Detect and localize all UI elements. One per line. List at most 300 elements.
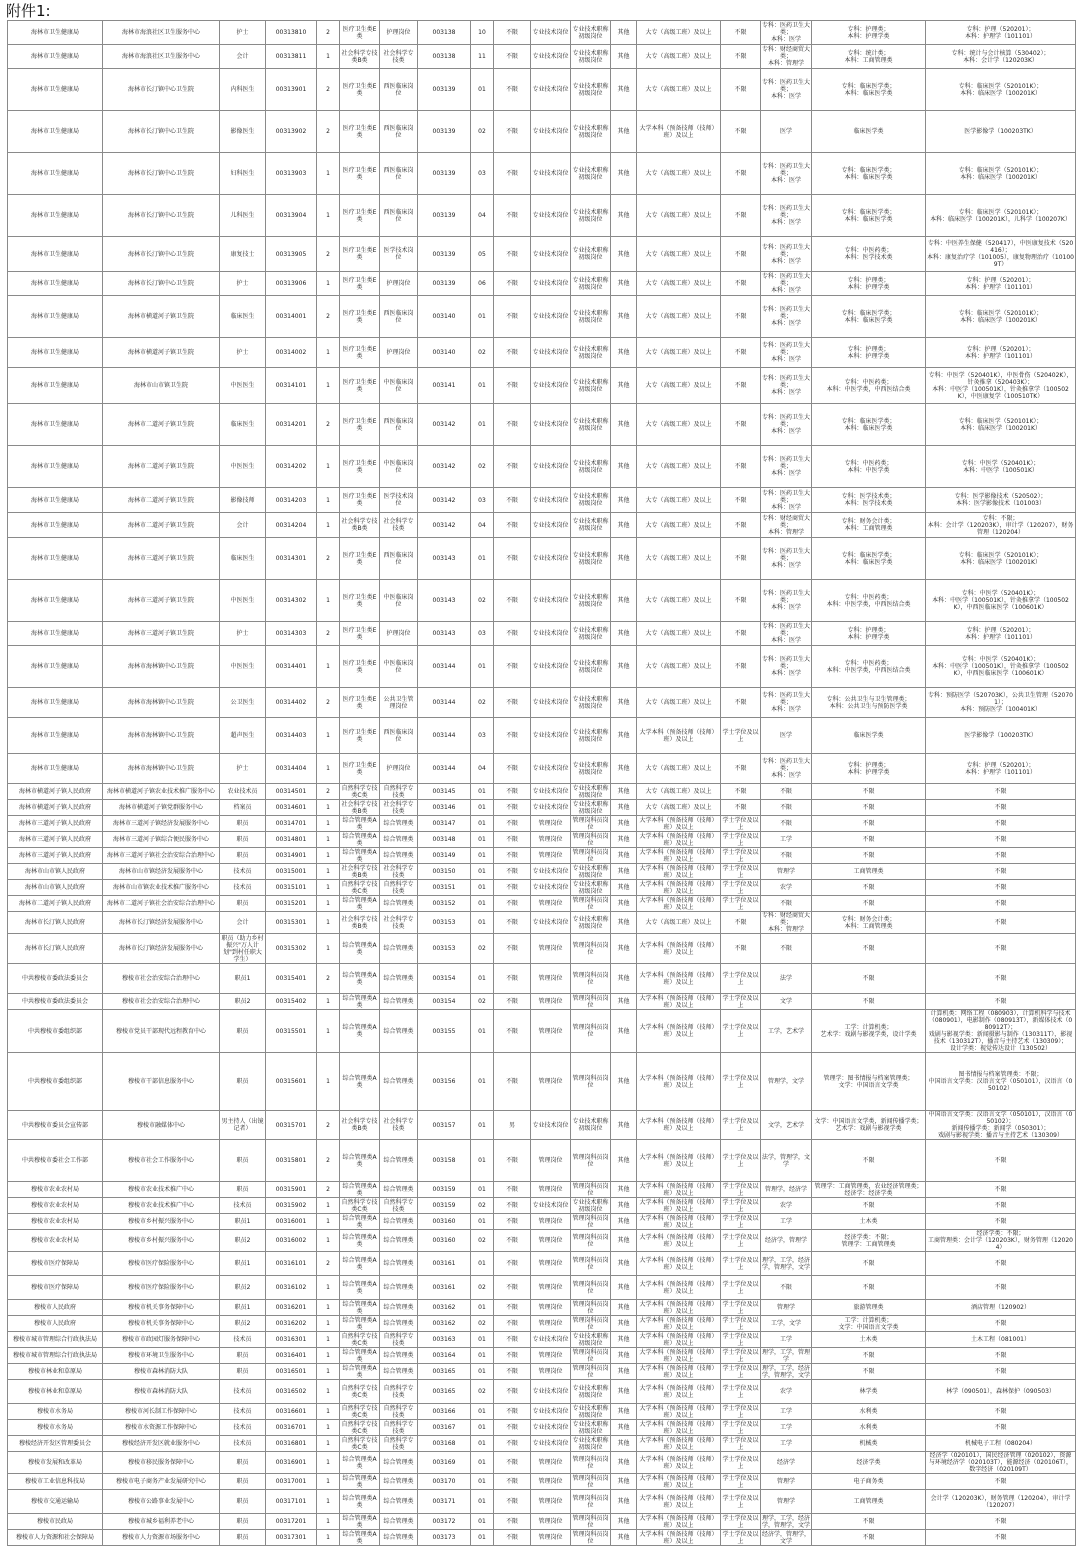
cell-degree: 不限: [721, 580, 761, 622]
cell-major-subcategory: 专科：临床医学类； 本科：临床医学类: [812, 538, 926, 580]
cell-post-class: 其他: [611, 1140, 637, 1182]
cell-position: 护士: [220, 338, 266, 368]
cell-major: 不限: [926, 994, 1076, 1010]
cell-exam-type: 综合管理类A类: [340, 1230, 380, 1252]
cell-major: 不限: [926, 912, 1076, 934]
cell-position-code: 00315701: [266, 1111, 317, 1140]
cell-gender: 不限: [494, 1490, 531, 1514]
cell-degree: 学士学位及以上: [722, 864, 759, 879]
cell-position: 职员: [220, 1364, 266, 1380]
cell-department: 中共穆棱市委政法委员会: [8, 994, 103, 1010]
cell-post-level: 专业技术职称初级岗位: [572, 784, 609, 799]
cell-headcount: 1: [317, 1348, 340, 1364]
cell-employer: 穆棱市市政园灯服务保障中心: [103, 1332, 220, 1348]
cell-major-subcategory: 专科：财务会计类； 本科：工商管理类: [812, 912, 926, 934]
cell-exam-type: 综合管理类A类: [340, 832, 380, 848]
cell-sub-code: 01: [471, 912, 494, 934]
cell-education: 大专（高级工班）及以上: [637, 195, 721, 237]
table-row: [8, 1452, 1076, 1474]
cell-major: 中国语言文学类：汉语言文学（050101），汉语言（050102）； 新闻传播学类：新闻学（050301）； 戏剧与影视学类：播音与主持艺术（130309）: [926, 1111, 1076, 1140]
cell-gender: 不限: [494, 1380, 531, 1404]
cell-post-level: 管理岗科员岗位: [572, 1530, 609, 1545]
cell-exam-type: 医疗卫生类E类: [340, 338, 380, 368]
cell-headcount: 2: [317, 404, 340, 446]
cell-major-category: 专科：财经商贸大类； 本科：管理学: [762, 514, 811, 536]
cell-degree: 学士学位及以上: [722, 880, 759, 895]
cell-exam-subject: 综合管理类: [380, 1300, 418, 1316]
table-row: [8, 1420, 1076, 1436]
cell-post-level: 管理岗科员岗位: [571, 1053, 611, 1111]
cell-major-category: 专科：医药卫生大类； 本科：医学: [761, 195, 812, 237]
cell-exam-subject: 综合管理类: [380, 1140, 418, 1182]
cell-exam-type: 自然科学专技类C类: [341, 1420, 378, 1435]
cell-sub-code: 03: [471, 622, 494, 646]
cell-major-subcategory: 林学类: [812, 1380, 926, 1404]
cell-major-subcategory: 专科：护理类； 本科：护理学类: [812, 338, 926, 368]
cell-education: 大学本科（预备技师（技师）班）及以上: [637, 1010, 721, 1053]
cell-exam-code: 003152: [418, 896, 471, 912]
cell-headcount: 1: [317, 1452, 340, 1474]
cell-education: 大学本科（预备技师（技师）班）及以上: [637, 1111, 721, 1140]
cell-gender: 不限: [494, 816, 531, 832]
cell-post-level: 管理岗科员岗位: [571, 1452, 611, 1474]
cell-department: 海林市卫生健康局: [8, 754, 103, 784]
cell-exam-subject: 医学技术岗位: [380, 488, 418, 513]
cell-major: 专科：中医学（520401K），中医骨伤（520402K），针灸推拿（520403K）； 本科：中医学（100501K），针灸推拿学（100502K），中医康复学（100510TK）: [926, 368, 1076, 404]
cell-post-category: 专业技术岗位: [531, 912, 571, 934]
cell-post-level: 专业技术职称初级岗位: [571, 488, 611, 513]
cell-major-category: 专科：医药卫生大类； 本科：医学: [762, 273, 811, 294]
cell-major: 专科：不限； 本科：会计学（120203K），审计学（120207），财务管理（120204）: [926, 513, 1076, 538]
cell-exam-subject: 综合管理类: [380, 1010, 418, 1053]
cell-sub-code: 01: [471, 784, 494, 800]
cell-post-class: 其他: [611, 1198, 637, 1214]
cell-post-level: 专业技术职称初级岗位: [571, 338, 611, 368]
table-row: [8, 69, 1076, 111]
table-row: [8, 994, 1076, 1010]
cell-employer: 穆棱市农业技术推广中心: [103, 1198, 220, 1214]
cell-post-level: 专业技术职称初级岗位: [571, 1380, 611, 1404]
cell-degree: 不限: [721, 934, 761, 964]
table-row: [8, 1332, 1076, 1348]
cell-gender: 不限: [494, 832, 531, 848]
cell-major-subcategory: 水利类: [812, 1404, 926, 1420]
cell-exam-code: 003153: [418, 912, 471, 934]
cell-position: 职员: [220, 1474, 266, 1490]
cell-position-code: 00316002: [266, 1230, 317, 1252]
cell-position-code: 00314601: [266, 800, 317, 816]
cell-major-subcategory: 专科：中医药类； 本科：中医学类，中西医结合类: [812, 368, 926, 404]
cell-headcount: 1: [317, 195, 340, 237]
cell-major: 专科：中医学（520401K）； 本科：中医学（100501K），针灸推拿学（100502K），中西医临床医学（100601K）: [926, 646, 1076, 688]
cell-position: 职员2: [220, 994, 266, 1010]
cell-post-level: 管理岗科员岗位: [572, 1474, 609, 1489]
cell-post-category: 管理岗位: [531, 1452, 571, 1474]
cell-position-code: 00313903: [266, 153, 317, 195]
cell-position-code: 00316502: [266, 1380, 317, 1404]
table-row: [8, 1252, 1076, 1276]
cell-headcount: 2: [317, 1111, 340, 1140]
cell-employer: 海林市海林镇中心卫生院: [103, 718, 220, 754]
cell-department: 穆棱市水务局: [8, 1420, 103, 1436]
cell-sub-code: 01: [471, 1404, 494, 1420]
cell-position: 档案员: [220, 800, 266, 816]
cell-degree: 学士学位及以上: [722, 1530, 759, 1545]
cell-major-category: 医学: [761, 718, 812, 754]
cell-post-level: 专业技术职称初级岗位: [572, 1332, 609, 1347]
cell-education: 大学本科（预备技师（技师）班）及以上: [637, 994, 721, 1010]
cell-major-subcategory: 不限: [812, 994, 926, 1010]
cell-major-category: 专科：医药卫生大类； 本科：医学: [761, 646, 812, 688]
cell-sub-code: 01: [471, 880, 494, 896]
cell-employer: 穆棱市人力资源市场服务中心: [103, 1530, 220, 1546]
cell-post-class: 其他: [611, 994, 637, 1010]
cell-degree: 不限: [721, 21, 761, 45]
cell-exam-subject: 综合管理类: [380, 1514, 418, 1530]
cell-post-level: 管理岗科员岗位: [571, 1490, 611, 1514]
cell-major: 林学（090501），森林保护（090503）: [926, 1380, 1076, 1404]
cell-position-code: 00314202: [266, 446, 317, 488]
cell-exam-type: 医疗卫生类E类: [340, 296, 380, 338]
cell-post-category: 管理岗位: [531, 1276, 571, 1300]
cell-exam-type: 综合管理类A类: [340, 1214, 380, 1230]
cell-major: 图书情报与档案管理类：不限； 中国语言文学类：汉语言文学（050101），汉语言（050102）: [926, 1053, 1076, 1111]
cell-position: 影像医生: [220, 111, 266, 153]
cell-position: 技术员: [220, 1436, 266, 1452]
cell-position: 中医医生: [220, 580, 266, 622]
cell-exam-subject: 综合管理类: [380, 1230, 418, 1252]
cell-degree: 学士学位及以上: [721, 1230, 761, 1252]
cell-exam-type: 综合管理类A类: [340, 1252, 380, 1276]
cell-education: 大专（高级工班）及以上: [637, 368, 721, 404]
cell-post-class: 其他: [611, 800, 637, 816]
cell-major: 经济学类：不限； 工商管理类：会计学（120203K），财务管理（120204）: [926, 1230, 1076, 1252]
cell-post-class: 其他: [611, 1364, 637, 1380]
cell-gender: 不限: [494, 1364, 531, 1380]
cell-department: 中共穆棱市委政法委员会: [8, 964, 103, 994]
cell-headcount: 1: [317, 1198, 340, 1214]
cell-education: 大学本科（预备技师（技师）班）及以上: [637, 934, 721, 964]
cell-exam-type: 自然科学专技类C类: [341, 1404, 378, 1419]
cell-position-code: 00315001: [266, 864, 317, 880]
cell-major: 不限: [926, 1404, 1076, 1420]
cell-position-code: 00314201: [266, 404, 317, 446]
cell-major-category: 管理学: [761, 1300, 812, 1316]
table-row: [8, 1214, 1076, 1230]
cell-post-class: 其他: [611, 45, 637, 69]
cell-exam-code: 003138: [418, 45, 471, 69]
cell-department: 穆棱市人民政府: [8, 1316, 103, 1332]
cell-sub-code: 01: [471, 1474, 494, 1490]
table-row: [8, 688, 1076, 718]
cell-post-level: 专业技术职称初级岗位: [571, 272, 611, 296]
cell-post-category: 管理岗位: [531, 994, 571, 1010]
table-row: [8, 1276, 1076, 1300]
cell-employer: 海林市长汀镇中心卫生院: [103, 237, 220, 272]
cell-exam-code: 003146: [418, 800, 471, 816]
cell-exam-subject: 护理岗位: [380, 754, 418, 784]
cell-position: 中医医生: [220, 368, 266, 404]
cell-sub-code: 01: [471, 1436, 494, 1452]
cell-exam-code: 003139: [418, 111, 471, 153]
cell-position: 职员: [220, 1530, 266, 1546]
table-row: [8, 1140, 1076, 1182]
cell-employer: 穆棱市公路事业发展中心: [103, 1490, 220, 1514]
cell-major-subcategory: 不限: [812, 896, 926, 912]
table-row: [8, 1316, 1076, 1332]
cell-exam-code: 003143: [418, 622, 471, 646]
cell-degree: 学士学位及以上: [721, 964, 761, 994]
cell-education: 大学本科（预备技师（技师）班）及以上: [637, 718, 721, 754]
table-row: [8, 338, 1076, 368]
cell-position: 职员: [220, 1140, 266, 1182]
cell-sub-code: 01: [471, 404, 494, 446]
cell-major-subcategory: 专科：中医药类； 本科：中医学类，中西医结合类: [812, 580, 926, 622]
cell-post-category: 专业技术岗位: [531, 864, 571, 880]
cell-post-class: 其他: [611, 1276, 637, 1300]
cell-position: 职员: [220, 1452, 266, 1474]
cell-headcount: 2: [317, 1140, 340, 1182]
cell-position: 康复技士: [220, 237, 266, 272]
cell-exam-subject: 护理岗位: [380, 21, 418, 45]
cell-degree: 不限: [721, 338, 761, 368]
cell-department: 海林市山市镇人民政府: [8, 864, 103, 880]
cell-position: 职员: [220, 848, 266, 864]
cell-exam-subject: 西医临床岗位: [380, 296, 418, 338]
cell-exam-code: 003147: [418, 816, 471, 832]
cell-exam-subject: 西医临床岗位: [380, 404, 418, 446]
cell-education: 大学本科（预备技师（技师）班）及以上: [637, 111, 721, 153]
cell-degree: 不限: [721, 646, 761, 688]
cell-post-class: 其他: [611, 832, 637, 848]
cell-degree: 学士学位及以上: [722, 1300, 759, 1315]
cell-major: 专科：临床医学（520101K）； 本科：临床医学（100201K）: [926, 296, 1076, 338]
cell-employer: 海林市海浪社区卫生服务中心: [103, 45, 220, 69]
cell-major-category: 不限: [761, 816, 812, 832]
cell-gender: 不限: [494, 1474, 531, 1490]
cell-headcount: 2: [317, 964, 340, 994]
cell-sub-code: 02: [471, 580, 494, 622]
cell-position-code: 00315302: [266, 934, 317, 964]
cell-exam-subject: 医学技术岗位: [380, 237, 418, 272]
cell-exam-subject: 中医临床岗位: [380, 446, 418, 488]
cell-post-level: 专业技术职称初级岗位: [571, 912, 611, 934]
cell-position-code: 00315801: [266, 1140, 317, 1182]
cell-department: 穆棱市农业农村局: [8, 1198, 103, 1214]
table-row: [8, 404, 1076, 446]
cell-sub-code: 02: [471, 994, 494, 1010]
cell-post-category: 管理岗位: [531, 1490, 571, 1514]
cell-sub-code: 02: [471, 1198, 494, 1214]
table-body: [8, 21, 1076, 1546]
cell-degree: 不限: [721, 622, 761, 646]
cell-major-subcategory: 管理学：工商管理类，农业经济管理类； 经济学：经济学类: [812, 1182, 926, 1198]
cell-education: 大专（高级工班）及以上: [637, 688, 721, 718]
cell-gender: 不限: [494, 1182, 531, 1198]
table-row: [8, 964, 1076, 994]
cell-position-code: 00315402: [266, 994, 317, 1010]
cell-major: 不限: [926, 1364, 1076, 1380]
cell-post-category: 管理岗位: [531, 816, 571, 832]
cell-exam-code: 003165: [418, 1364, 471, 1380]
cell-exam-type: 综合管理类A类: [340, 1053, 380, 1111]
cell-major: 不限: [926, 896, 1076, 912]
cell-education: 大学本科（预备技师（技师）班）及以上: [637, 832, 721, 848]
table-row: [8, 622, 1076, 646]
cell-position: 护士: [220, 622, 266, 646]
cell-major: 专科：临床医学（520101K）； 本科：临床医学（100201K），儿科学（100207K）: [926, 195, 1076, 237]
cell-post-level: 专业技术职称初级岗位: [572, 880, 609, 895]
cell-position: 会计: [220, 912, 266, 934]
cell-position: 职员1: [220, 1252, 266, 1276]
cell-position-code: 00316301: [266, 1332, 317, 1348]
cell-exam-type: 社会科学专技类B类: [340, 1111, 380, 1140]
cell-headcount: 1: [317, 272, 340, 296]
cell-sub-code: 06: [471, 272, 494, 296]
cell-position: 技术员: [220, 1420, 266, 1436]
cell-degree: 学士学位及以上: [722, 1348, 759, 1363]
cell-sub-code: 02: [471, 934, 494, 964]
cell-exam-type: 自然科学专技类C类: [341, 880, 378, 895]
cell-department: 海林市卫生健康局: [8, 718, 103, 754]
table-row: [8, 832, 1076, 848]
cell-department: 中共穆棱市委社会工作部: [8, 1140, 103, 1182]
cell-exam-type: 自然科学专技类C类: [341, 1198, 378, 1213]
cell-sub-code: 01: [471, 1010, 494, 1053]
cell-major-category: 不限: [761, 1276, 812, 1300]
cell-exam-code: 003142: [418, 446, 471, 488]
cell-exam-type: 综合管理类A类: [340, 816, 380, 832]
cell-post-class: 其他: [611, 1380, 637, 1404]
cell-employer: 海林市二道河子镇卫生院: [103, 404, 220, 446]
cell-degree: 学士学位及以上: [721, 718, 761, 754]
cell-post-level: 管理岗科员岗位: [572, 1514, 609, 1529]
cell-post-category: 管理岗位: [531, 1474, 571, 1490]
cell-education: 大学本科（预备技师（技师）班）及以上: [637, 848, 721, 864]
cell-major-category: 理学，工学，管理学: [762, 1348, 811, 1363]
table-row: [8, 800, 1076, 816]
cell-position-code: 00316202: [266, 1316, 317, 1332]
cell-employer: 海林市二道河子镇社会治安综合治理中心: [103, 896, 220, 912]
cell-post-level: 专业技术职称初级岗位: [571, 368, 611, 404]
cell-department: 穆棱市林业和草原局: [8, 1364, 103, 1380]
cell-education: 大学本科（预备技师（技师）班）及以上: [637, 1404, 721, 1420]
cell-position-code: 00315201: [266, 896, 317, 912]
cell-gender: 不限: [494, 622, 531, 646]
cell-exam-subject: 西医临床岗位: [380, 718, 418, 754]
cell-major: 土木工程（081001）: [926, 1332, 1076, 1348]
cell-headcount: 1: [317, 896, 340, 912]
cell-headcount: 1: [317, 1490, 340, 1514]
cell-degree: 学士学位及以上: [722, 1332, 759, 1347]
cell-post-class: 其他: [611, 296, 637, 338]
cell-position-code: 00313904: [266, 195, 317, 237]
cell-degree: 学士学位及以上: [722, 1316, 759, 1331]
cell-post-level: 管理岗科员岗位: [572, 848, 609, 863]
cell-employer: 穆棱市社会工作服务中心: [103, 1140, 220, 1182]
cell-degree: 不限: [721, 688, 761, 718]
cell-major-category: 理学，工学，经济学，管理学，文学: [762, 1514, 811, 1529]
cell-exam-type: 医疗卫生类E类: [340, 272, 380, 296]
cell-major-category: 农学: [761, 880, 812, 896]
cell-position-code: 00314302: [266, 580, 317, 622]
cell-exam-type: 医疗卫生类E类: [340, 538, 380, 580]
cell-education: 大学本科（预备技师（技师）班）及以上: [637, 1252, 721, 1276]
table-row: [8, 272, 1076, 296]
cell-sub-code: 03: [471, 718, 494, 754]
cell-department: 穆棱市农业农村局: [8, 1182, 103, 1198]
cell-headcount: 1: [317, 1230, 340, 1252]
cell-gender: 不限: [494, 69, 531, 111]
cell-sub-code: 01: [471, 964, 494, 994]
cell-position-code: 00314101: [266, 368, 317, 404]
cell-major: 不限: [926, 864, 1076, 880]
cell-exam-code: 003171: [418, 1490, 471, 1514]
cell-headcount: 1: [317, 1214, 340, 1230]
cell-sub-code: 04: [471, 513, 494, 538]
cell-sub-code: 03: [471, 488, 494, 513]
cell-position-code: 00313906: [266, 272, 317, 296]
cell-gender: 不限: [494, 688, 531, 718]
cell-department: 海林市卫生健康局: [8, 69, 103, 111]
cell-post-category: 管理岗位: [531, 964, 571, 994]
cell-employer: 海林市三道河子镇经济发展服务中心: [103, 816, 220, 832]
cell-exam-type: 综合管理类A类: [340, 1348, 380, 1364]
cell-gender: 不限: [494, 896, 531, 912]
cell-education: 大专（高级工班）及以上: [637, 538, 721, 580]
cell-major-subcategory: 经济学类: [812, 1452, 926, 1474]
cell-education: 大专（高级工班）及以上: [637, 296, 721, 338]
cell-major-subcategory: 临床医学类: [812, 111, 926, 153]
cell-position: 职员: [220, 1010, 266, 1053]
cell-exam-subject: 综合管理类: [380, 1182, 418, 1198]
cell-headcount: 1: [317, 1380, 340, 1404]
cell-post-category: 专业技术岗位: [531, 21, 571, 45]
cell-department: 海林市卫生健康局: [8, 538, 103, 580]
cell-education: 大学本科（预备技师（技师）班）及以上: [637, 1490, 721, 1514]
cell-post-class: 其他: [611, 1252, 637, 1276]
cell-gender: 不限: [494, 1214, 531, 1230]
cell-exam-type: 综合管理类A类: [340, 1490, 380, 1514]
cell-post-level: 管理岗科员岗位: [571, 1252, 611, 1276]
cell-exam-subject: 综合管理类: [380, 934, 418, 964]
cell-gender: 不限: [494, 646, 531, 688]
table-row: [8, 848, 1076, 864]
cell-degree: 不限: [721, 296, 761, 338]
cell-post-level: 专业技术职称初级岗位: [571, 237, 611, 272]
cell-education: 大专（高级工班）及以上: [637, 446, 721, 488]
cell-major-subcategory: 不限: [812, 1276, 926, 1300]
cell-sub-code: 03: [471, 153, 494, 195]
cell-post-category: 专业技术岗位: [531, 800, 571, 816]
cell-major-subcategory: 机械类: [812, 1436, 926, 1452]
cell-department: 海林市卫生健康局: [8, 513, 103, 538]
cell-major: 不限: [926, 880, 1076, 896]
cell-sub-code: 02: [471, 1230, 494, 1252]
cell-major-subcategory: 不限: [812, 880, 926, 896]
cell-gender: 不限: [494, 1252, 531, 1276]
cell-post-class: 其他: [611, 896, 637, 912]
cell-exam-type: 综合管理类A类: [340, 1182, 380, 1198]
cell-position-code: 00317201: [266, 1514, 317, 1530]
cell-position-code: 00314701: [266, 816, 317, 832]
cell-exam-code: 003138: [418, 21, 471, 45]
cell-major-subcategory: 不限: [812, 1348, 926, 1364]
cell-post-level: 管理岗科员岗位: [572, 1182, 609, 1197]
cell-gender: 不限: [494, 237, 531, 272]
cell-major-subcategory: 专科：临床医学类； 本科：临床医学类: [812, 296, 926, 338]
cell-gender: 不限: [494, 195, 531, 237]
